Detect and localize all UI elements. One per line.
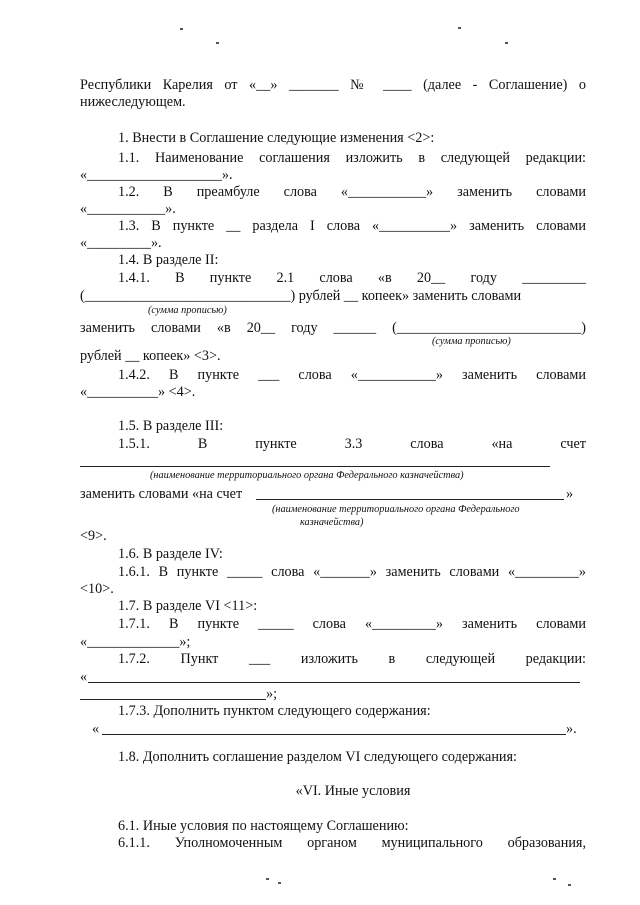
scan-speck xyxy=(568,884,571,886)
item-1-7: 1.7. В разделе VI <11>: xyxy=(118,598,258,614)
scan-speck xyxy=(216,42,219,44)
scan-speck xyxy=(505,42,508,44)
item-1-4-1-ending: рублей __ копеек» <3>. xyxy=(80,348,221,364)
footnote-10: <10>. xyxy=(80,581,114,597)
caption-treasury-body-2a: (наименование территориального органа Федерального xyxy=(272,504,520,515)
item-1-2-continuation: «___________». xyxy=(80,201,176,217)
scan-speck xyxy=(180,28,183,30)
blank-line xyxy=(256,499,564,500)
item-1-4-1: 1.4.1. В пункте 2.1 слова «в 20__ году _________ xyxy=(118,270,586,286)
clause-6-1: 6.1. Иные условия по настоящему Соглашению: xyxy=(118,818,409,834)
item-1-4-2-continuation: «__________» <4>. xyxy=(80,384,196,400)
caption-treasury-body-2b: казначейства) xyxy=(300,517,364,528)
footnote-9: <9>. xyxy=(80,528,107,544)
blank-line xyxy=(80,466,550,467)
section-heading: «VI. Иные условия xyxy=(295,783,411,799)
scan-speck xyxy=(266,878,269,880)
item-1-7-1-continuation: «_____________»; xyxy=(80,634,191,650)
scan-speck xyxy=(278,882,281,884)
item-1-1: 1.1. Наименование соглашения изложить в следующей редакции: xyxy=(118,150,586,166)
blank-line xyxy=(88,682,580,683)
clause-6-1-1: 6.1.1. Уполномоченным органом муниципального образования, xyxy=(118,835,586,851)
item-1-2: 1.2. В преамбуле слова «___________» заменить словами xyxy=(118,184,586,200)
caption-treasury-body: (наименование территориального органа Федерального казначейства) xyxy=(150,470,464,481)
opening-quote: « xyxy=(92,721,100,737)
item-1-3-continuation: «_________». xyxy=(80,235,162,251)
item-1-8: 1.8. Дополнить соглашение разделом VI следующего содержания: xyxy=(118,749,517,765)
item-1-4-1-replacement: заменить словами «в 20__ году ______ (__________________________) xyxy=(80,320,586,336)
item-1-5: 1.5. В разделе III: xyxy=(118,418,224,434)
item-1-5-1-replacement: заменить словами «на счет xyxy=(80,486,243,502)
item-1-7-3: 1.7.3. Дополнить пунктом следующего содержания: xyxy=(118,703,431,719)
caption-amount-words: (сумма прописью) xyxy=(148,305,227,316)
scan-speck xyxy=(553,878,556,880)
scan-speck xyxy=(458,27,461,29)
item-1-7-2: 1.7.2. Пункт ___ изложить в следующей редакции: xyxy=(118,651,586,667)
item-1: 1. Внести в Соглашение следующие изменения <2>: xyxy=(118,130,435,146)
closing-quote: » xyxy=(566,486,574,502)
blank-line xyxy=(80,699,266,700)
caption-amount-words-2: (сумма прописью) xyxy=(432,336,511,347)
intro-line-2: нижеследующем. xyxy=(80,94,186,110)
item-1-7-1: 1.7.1. В пункте _____ слова «_________» заменить словами xyxy=(118,616,586,632)
item-1-4: 1.4. В разделе II: xyxy=(118,252,219,268)
blank-line xyxy=(102,734,566,735)
item-1-3: 1.3. В пункте __ раздела I слова «__________» заменить словами xyxy=(118,218,586,234)
closing-quote: »; xyxy=(266,686,278,702)
item-1-4-2: 1.4.2. В пункте ___ слова «___________» заменить словами xyxy=(118,367,586,383)
item-1-6-1: 1.6.1. В пункте _____ слова «_______» заменить словами «_________» xyxy=(118,564,586,580)
intro-line-1: Республики Карелия от «__» _______ № ____ (далее - Соглашение) о xyxy=(80,77,586,93)
opening-quote: « xyxy=(80,669,88,685)
item-1-5-1: 1.5.1. В пункте 3.3 слова «на счет xyxy=(118,436,586,452)
item-1-4-1-continuation: (_____________________________) рублей __ копеек» заменить словами xyxy=(80,288,522,304)
closing-quote: ». xyxy=(566,721,577,737)
item-1-1-continuation: «___________________». xyxy=(80,167,233,183)
item-1-6: 1.6. В разделе IV: xyxy=(118,546,223,562)
